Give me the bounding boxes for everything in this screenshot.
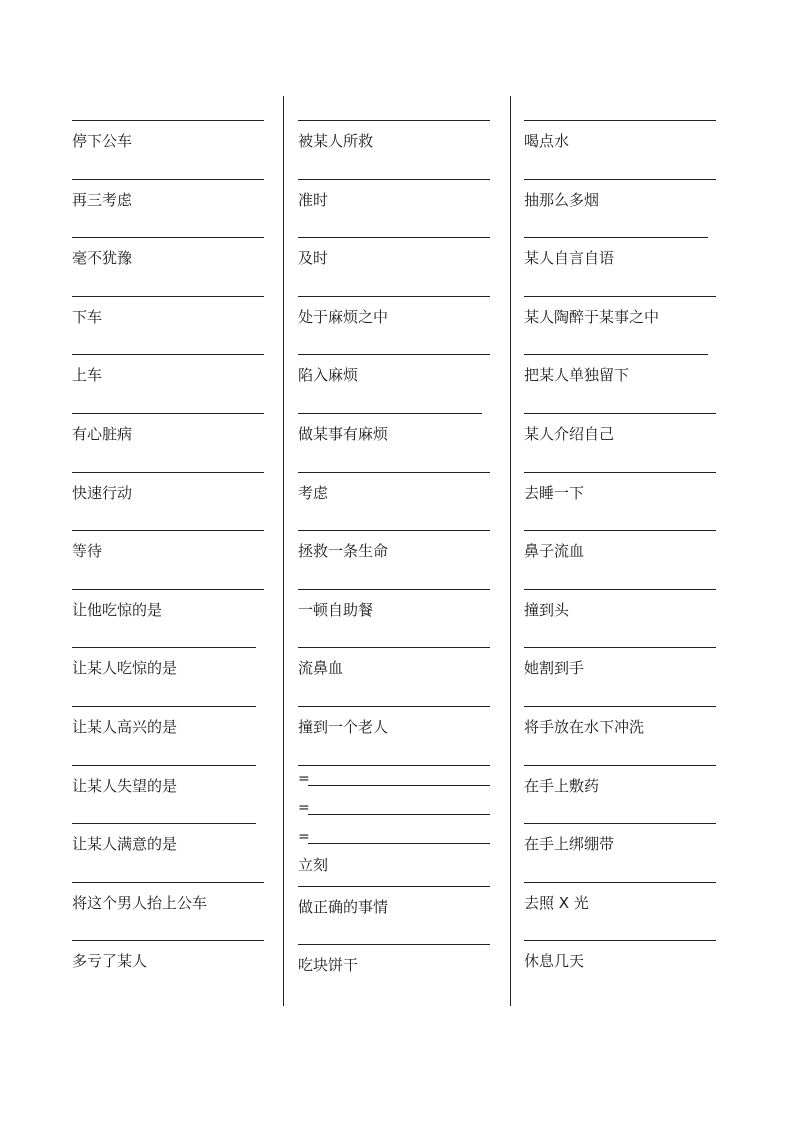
answer-line[interactable] [72, 530, 264, 531]
answer-line[interactable] [524, 706, 716, 707]
phrase-text: 及时 [298, 249, 329, 268]
phrase-text: 将这个男人抬上公车 [72, 893, 208, 912]
equals-blank-row [298, 823, 490, 852]
phrase-text: 把某人单独留下 [524, 366, 630, 385]
phrase-entry [298, 155, 490, 214]
phrase-entry [72, 389, 264, 448]
phrase-entry [298, 565, 490, 624]
answer-line[interactable] [72, 589, 264, 590]
phrase-text: 撞到头 [524, 600, 570, 619]
phrase-text: 她割到手 [524, 659, 585, 678]
phrase-entry [298, 940, 490, 999]
phrase-entry [72, 916, 264, 975]
answer-line[interactable] [524, 647, 716, 648]
answer-line[interactable] [298, 647, 490, 648]
answer-line[interactable] [298, 944, 490, 945]
equals-mark: = [298, 828, 310, 845]
answer-line[interactable] [72, 179, 264, 180]
column-1 [72, 96, 264, 975]
phrase-text: 立刻 [298, 855, 329, 874]
column-divider-right [510, 96, 511, 1006]
answer-line[interactable] [298, 179, 490, 180]
answer-line[interactable] [72, 765, 256, 766]
phrase-entry [524, 682, 716, 741]
phrase-text: 鼻子流血 [524, 542, 585, 561]
phrase-entry [298, 682, 490, 741]
phrase-text: 停下公车 [72, 132, 133, 150]
answer-line[interactable] [72, 647, 256, 648]
answer-line[interactable] [72, 472, 264, 473]
phrase-entry [524, 799, 716, 858]
phrase-text: 多亏了某人 [72, 952, 148, 971]
column-3 [524, 96, 716, 975]
answer-line[interactable] [524, 179, 716, 180]
phrase-entry [524, 623, 716, 682]
phrase-text: 等待 [72, 542, 103, 561]
phrase-entry [298, 623, 490, 682]
phrase-entry [72, 506, 264, 565]
phrase-entry [72, 623, 264, 682]
phrase-text: 毫不犹豫 [72, 249, 133, 268]
phrase-entry [298, 330, 490, 389]
answer-line[interactable] [298, 296, 490, 297]
phrase-entry [524, 155, 716, 214]
spacer [298, 741, 490, 765]
equals-blank-row [298, 794, 490, 823]
phrase-entry [298, 882, 490, 941]
phrase-text: 考虑 [298, 483, 329, 502]
column-2 [298, 96, 490, 999]
phrase-entry [72, 565, 264, 624]
phrase-text: 下车 [72, 307, 103, 326]
phrase-text: 陷入麻烦 [298, 366, 359, 385]
answer-line[interactable] [298, 237, 490, 238]
answer-line[interactable] [72, 413, 264, 414]
answer-line[interactable] [72, 237, 264, 238]
answer-line[interactable] [524, 120, 716, 121]
phrase-text: 休息几天 [524, 952, 585, 971]
phrase-text: 再三考虑 [72, 190, 133, 209]
answer-line[interactable] [524, 413, 716, 414]
phrase-entry [524, 96, 716, 155]
phrase-entry [72, 682, 264, 741]
phrase-entry [72, 799, 264, 858]
phrase-text: 让某人高兴的是 [72, 717, 178, 736]
phrase-entry [298, 96, 490, 155]
phrase-text: 处于麻烦之中 [298, 307, 389, 326]
answer-line[interactable] [524, 472, 716, 473]
answer-line[interactable] [524, 589, 716, 590]
answer-line[interactable] [524, 237, 708, 238]
answer-line[interactable] [72, 706, 256, 707]
phrase-entry [298, 213, 490, 272]
phrase-entry [524, 272, 716, 331]
phrase-text: 在手上敷药 [524, 776, 600, 795]
answer-line[interactable] [298, 530, 490, 531]
phrase-text: 某人介绍自己 [524, 424, 615, 443]
answer-line[interactable] [524, 354, 708, 355]
answer-line[interactable] [298, 120, 490, 121]
phrase-entry [72, 213, 264, 272]
answer-line[interactable] [298, 472, 490, 473]
answer-line[interactable] [298, 589, 490, 590]
phrase-entry [298, 506, 490, 565]
phrase-text: 某人自言自语 [524, 249, 615, 268]
answer-line[interactable] [72, 940, 264, 941]
phrase-text: 做正确的事情 [298, 897, 389, 916]
phrase-entry [72, 272, 264, 331]
phrase-text: 准时 [298, 190, 329, 209]
equals-blank-row [298, 765, 490, 794]
phrase-text: 做某事有麻烦 [298, 424, 389, 443]
phrase-text: 被某人所救 [298, 132, 374, 150]
answer-line[interactable] [72, 354, 264, 355]
phrase-entry [524, 565, 716, 624]
phrase-text: 撞到一个老人 [298, 717, 389, 736]
phrase-text: 去照 X 光 [524, 893, 589, 912]
answer-line[interactable] [298, 706, 490, 707]
phrase-text: 吃块饼干 [298, 956, 359, 975]
equals-mark: = [298, 799, 310, 816]
phrase-entry [524, 330, 716, 389]
phrase-text: 一顿自助餐 [298, 600, 374, 619]
phrase-entry [524, 506, 716, 565]
phrase-entry [524, 916, 716, 975]
phrase-text: 抽那么多烟 [524, 190, 600, 209]
phrase-entry [524, 389, 716, 448]
phrase-text: 流鼻血 [298, 659, 344, 678]
answer-line[interactable] [308, 814, 490, 815]
phrase-entry [524, 858, 716, 917]
phrase-text: 有心脏病 [72, 424, 133, 443]
phrase-entry [72, 858, 264, 917]
phrase-entry [72, 330, 264, 389]
phrase-text: 喝点水 [524, 132, 570, 150]
phrase-text: 让某人满意的是 [72, 835, 178, 854]
phrase-text: 在手上绑绷带 [524, 835, 615, 854]
answer-line[interactable] [72, 120, 264, 121]
phrase-text: 让某人吃惊的是 [72, 659, 178, 678]
phrase-text: 快速行动 [72, 483, 133, 502]
answer-line[interactable] [524, 765, 716, 766]
answer-line[interactable] [72, 882, 264, 883]
answer-line[interactable] [298, 886, 490, 887]
answer-line[interactable] [524, 530, 716, 531]
phrase-text: 上车 [72, 366, 103, 385]
phrase-text: 让某人失望的是 [72, 776, 178, 795]
phrase-entry [72, 96, 264, 155]
phrase-entry [524, 213, 716, 272]
equals-mark: = [298, 770, 310, 787]
answer-line[interactable] [72, 823, 256, 824]
phrase-entry [524, 448, 716, 507]
phrase-text: 某人陶醉于某事之中 [524, 307, 660, 326]
phrase-text: 让他吃惊的是 [72, 600, 163, 619]
phrase-text: 拯救一条生命 [298, 542, 389, 561]
answer-line[interactable] [524, 296, 716, 297]
phrase-text: 将手放在水下冲洗 [524, 717, 645, 736]
answer-line[interactable] [308, 785, 490, 786]
phrase-text: 去睡一下 [524, 483, 585, 502]
phrase-entry [298, 448, 490, 507]
phrase-entry [72, 155, 264, 214]
phrase-entry [72, 741, 264, 800]
phrase-entry [298, 272, 490, 331]
phrase-entry [524, 741, 716, 800]
phrase-entry [298, 389, 490, 448]
phrase-entry [298, 852, 490, 882]
answer-line[interactable] [72, 296, 264, 297]
answer-line[interactable] [308, 843, 490, 844]
phrase-entry [72, 448, 264, 507]
column-divider-left [283, 96, 284, 1006]
answer-line[interactable] [524, 823, 716, 824]
answer-line[interactable] [524, 882, 716, 883]
answer-line[interactable] [298, 413, 482, 414]
answer-line[interactable] [524, 940, 716, 941]
answer-line[interactable] [298, 354, 490, 355]
